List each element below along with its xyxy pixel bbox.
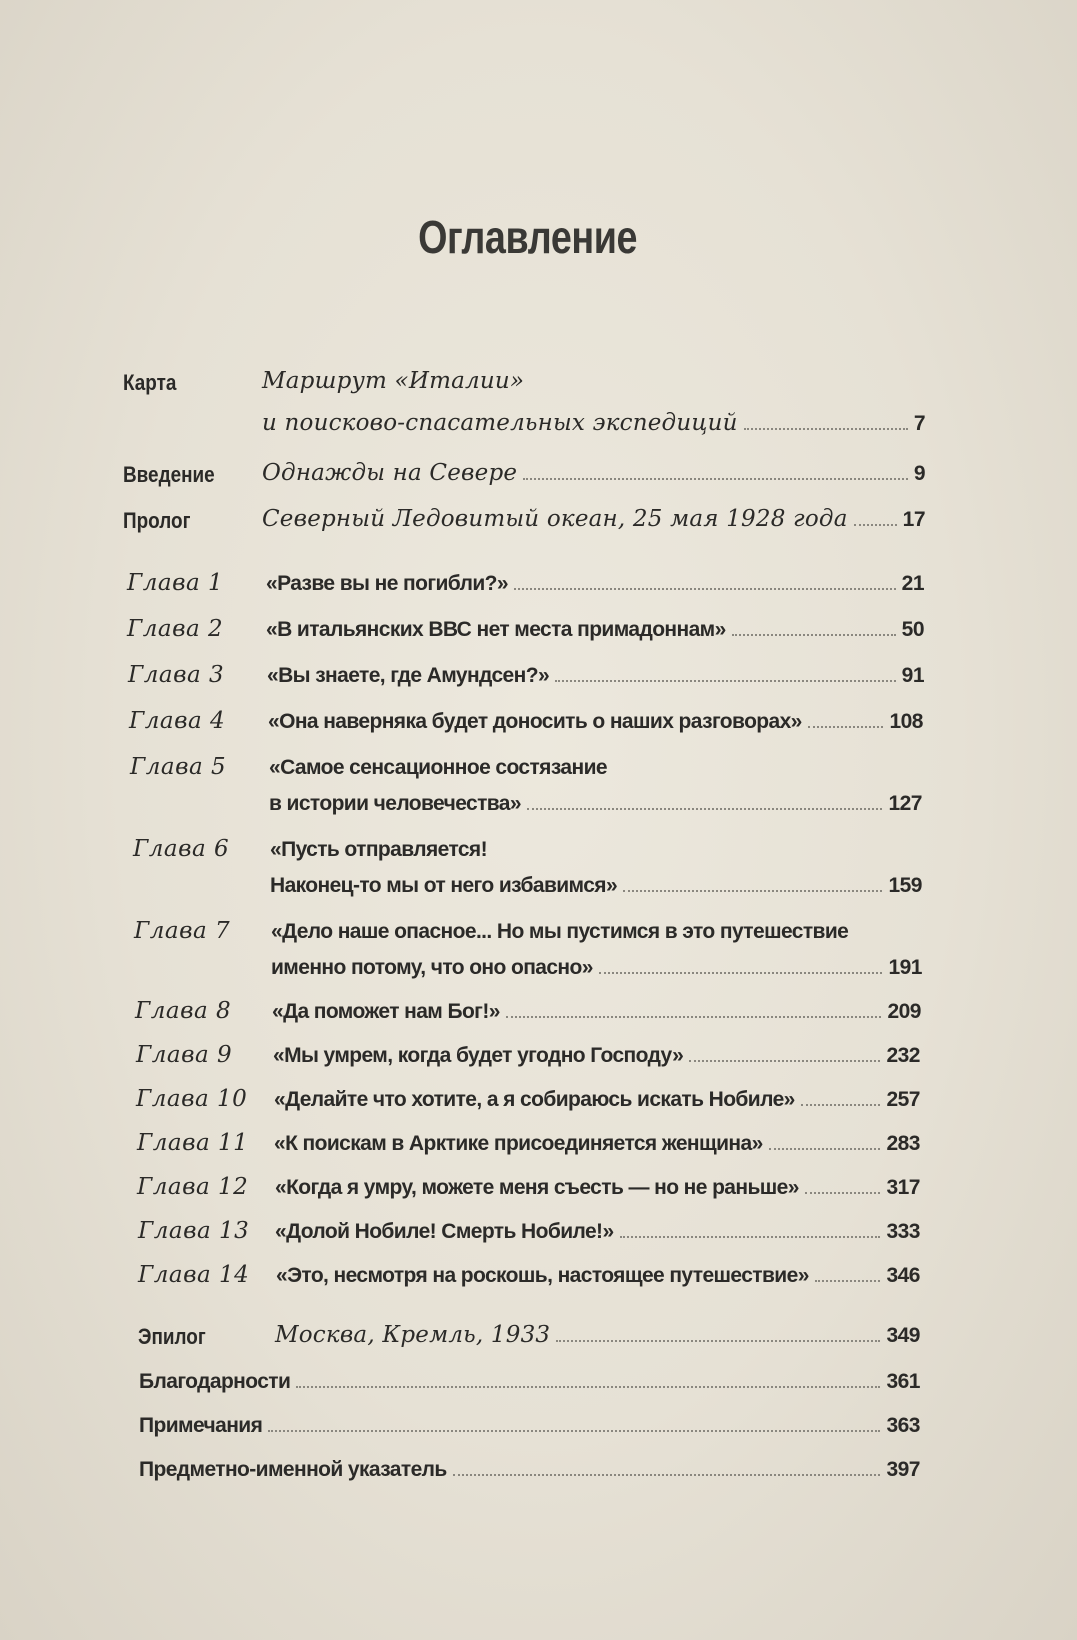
toc-line bbox=[269, 792, 922, 816]
toc-page-number: 361 bbox=[886, 1370, 920, 1393]
toc-page-number: 91 bbox=[901, 664, 924, 687]
toc-line bbox=[272, 1000, 921, 1024]
toc-page-number: 333 bbox=[886, 1220, 920, 1243]
toc-page-number: 17 bbox=[902, 508, 925, 531]
toc-page-number: 209 bbox=[887, 1000, 921, 1023]
toc-title: «Вы знаете, где Амундсен?» bbox=[267, 664, 550, 687]
toc-label: Глава 14 bbox=[138, 1262, 250, 1288]
toc-line bbox=[139, 1370, 920, 1394]
toc-label: Пролог bbox=[123, 508, 191, 533]
toc-line bbox=[139, 1414, 920, 1438]
toc-label: Глава 2 bbox=[127, 616, 224, 642]
leader-dots bbox=[854, 520, 897, 526]
leader-dots bbox=[620, 1232, 881, 1238]
toc-title: «Да поможет нам Бог!» bbox=[272, 1000, 500, 1023]
toc-label: Глава 12 bbox=[137, 1174, 249, 1200]
toc-label: Глава 9 bbox=[136, 1042, 233, 1068]
toc-page-number: 232 bbox=[886, 1044, 920, 1067]
page-title: Оглавление bbox=[418, 211, 638, 263]
leader-dots bbox=[623, 886, 882, 892]
toc-line bbox=[275, 1322, 920, 1348]
leader-dots bbox=[453, 1470, 881, 1476]
toc-page-number: 363 bbox=[886, 1414, 920, 1437]
toc-title: «Это, несмотря на роскошь, настоящее путешествие» bbox=[276, 1264, 809, 1287]
toc-label: Глава 13 bbox=[138, 1218, 250, 1244]
toc-label: Глава 11 bbox=[137, 1130, 249, 1156]
leader-dots bbox=[815, 1276, 881, 1282]
toc-line bbox=[262, 460, 925, 486]
toc-page-number: 349 bbox=[886, 1324, 920, 1347]
leader-dots bbox=[801, 1100, 881, 1106]
toc-line bbox=[270, 874, 922, 898]
toc-label: Глава 8 bbox=[135, 998, 232, 1024]
toc-page-number: 317 bbox=[886, 1176, 920, 1199]
toc-title: «Самое сенсационное состязание bbox=[269, 756, 607, 779]
toc-title: «Разве вы не погибли?» bbox=[266, 572, 508, 595]
toc-line bbox=[271, 920, 922, 944]
toc-title: Однажды на Севере bbox=[262, 460, 518, 486]
toc-title: «Пусть отправляется! bbox=[270, 838, 487, 861]
leader-dots bbox=[556, 1336, 880, 1342]
leader-dots bbox=[805, 1188, 881, 1194]
toc-title: «Она наверняка будет доносить о наших разговорах» bbox=[268, 710, 802, 733]
toc-line bbox=[262, 368, 922, 394]
toc-label: Эпилог bbox=[138, 1324, 206, 1349]
toc-title: Примечания bbox=[139, 1414, 263, 1437]
toc-title: «Мы умрем, когда будет угодно Господу» bbox=[273, 1044, 684, 1067]
leader-dots bbox=[808, 722, 884, 728]
toc-title: Предметно-именной указатель bbox=[139, 1458, 447, 1481]
toc-label: Введение bbox=[123, 462, 215, 487]
toc-line bbox=[267, 664, 924, 688]
toc-title: Москва, Кремль, 1933 bbox=[275, 1322, 551, 1348]
toc-title: Северный Ледовитый океан, 25 мая 1928 года bbox=[262, 506, 848, 532]
toc-title: именно потому, что оно опасно» bbox=[271, 956, 593, 979]
toc-label: Глава 10 bbox=[136, 1086, 248, 1112]
toc-line bbox=[262, 506, 925, 532]
toc-label: Глава 1 bbox=[127, 570, 224, 596]
leader-dots bbox=[732, 630, 896, 636]
leader-dots bbox=[599, 968, 883, 974]
toc-line bbox=[273, 1044, 920, 1068]
leader-dots bbox=[268, 1426, 880, 1432]
toc-page-number: 346 bbox=[886, 1264, 920, 1287]
toc-line bbox=[271, 956, 922, 980]
leader-dots bbox=[689, 1056, 880, 1062]
toc-title: в истории человечества» bbox=[269, 792, 521, 815]
leader-dots bbox=[769, 1144, 881, 1150]
toc-label: Карта bbox=[123, 370, 177, 395]
toc-line bbox=[275, 1176, 920, 1200]
toc-page-number: 257 bbox=[886, 1088, 920, 1111]
toc-line bbox=[269, 756, 922, 780]
toc-page-number: 159 bbox=[888, 874, 922, 897]
leader-dots bbox=[527, 804, 883, 810]
toc-title: «К поискам в Арктике присоединяется женщина» bbox=[274, 1132, 763, 1155]
toc-title: «Дело наше опасное... Но мы пустимся в это путешествие bbox=[271, 920, 849, 943]
toc-line bbox=[266, 572, 924, 596]
toc-title: «Долой Нобиле! Смерть Нобиле!» bbox=[275, 1220, 614, 1243]
toc-line bbox=[139, 1458, 920, 1482]
leader-dots bbox=[514, 584, 896, 590]
toc-page-number: 9 bbox=[913, 462, 925, 485]
toc-page-number: 7 bbox=[913, 412, 925, 435]
toc-page-number: 283 bbox=[886, 1132, 920, 1155]
toc-page-number: 21 bbox=[901, 572, 924, 595]
toc-page-number: 108 bbox=[889, 710, 923, 733]
toc-page-number: 50 bbox=[901, 618, 924, 641]
leader-dots bbox=[296, 1382, 880, 1388]
toc-title: Маршрут «Италии» bbox=[262, 368, 525, 394]
toc-title: Наконец-то мы от него избавимся» bbox=[270, 874, 618, 897]
toc-line bbox=[262, 410, 925, 436]
toc-title: «Делайте что хотите, а я собираюсь искать Нобиле» bbox=[274, 1088, 795, 1111]
toc-line bbox=[270, 838, 922, 862]
toc-line bbox=[276, 1264, 920, 1288]
toc-title: Благодарности bbox=[139, 1370, 291, 1393]
toc-line bbox=[274, 1088, 920, 1112]
toc-line bbox=[268, 710, 923, 734]
toc-line bbox=[274, 1132, 920, 1156]
toc-label: Глава 7 bbox=[134, 918, 231, 944]
toc-line bbox=[266, 618, 924, 642]
toc-label: Глава 4 bbox=[129, 708, 226, 734]
toc-title: «В итальянских ВВС нет места примадоннам» bbox=[266, 618, 726, 641]
toc-page-number: 127 bbox=[888, 792, 922, 815]
leader-dots bbox=[523, 474, 908, 480]
toc-page-number: 191 bbox=[888, 956, 922, 979]
toc-page-number: 397 bbox=[886, 1458, 920, 1481]
leader-dots bbox=[744, 424, 908, 430]
toc-line bbox=[275, 1220, 920, 1244]
leader-dots bbox=[555, 676, 896, 682]
leader-dots bbox=[506, 1012, 882, 1018]
toc-title: и поисково-спасательных экспедиций bbox=[262, 410, 738, 436]
toc-label: Глава 3 bbox=[128, 662, 225, 688]
toc-label: Глава 5 bbox=[130, 754, 227, 780]
toc-label: Глава 6 bbox=[133, 836, 230, 862]
toc-title: «Когда я умру, можете меня съесть — но не раньше» bbox=[275, 1176, 799, 1199]
